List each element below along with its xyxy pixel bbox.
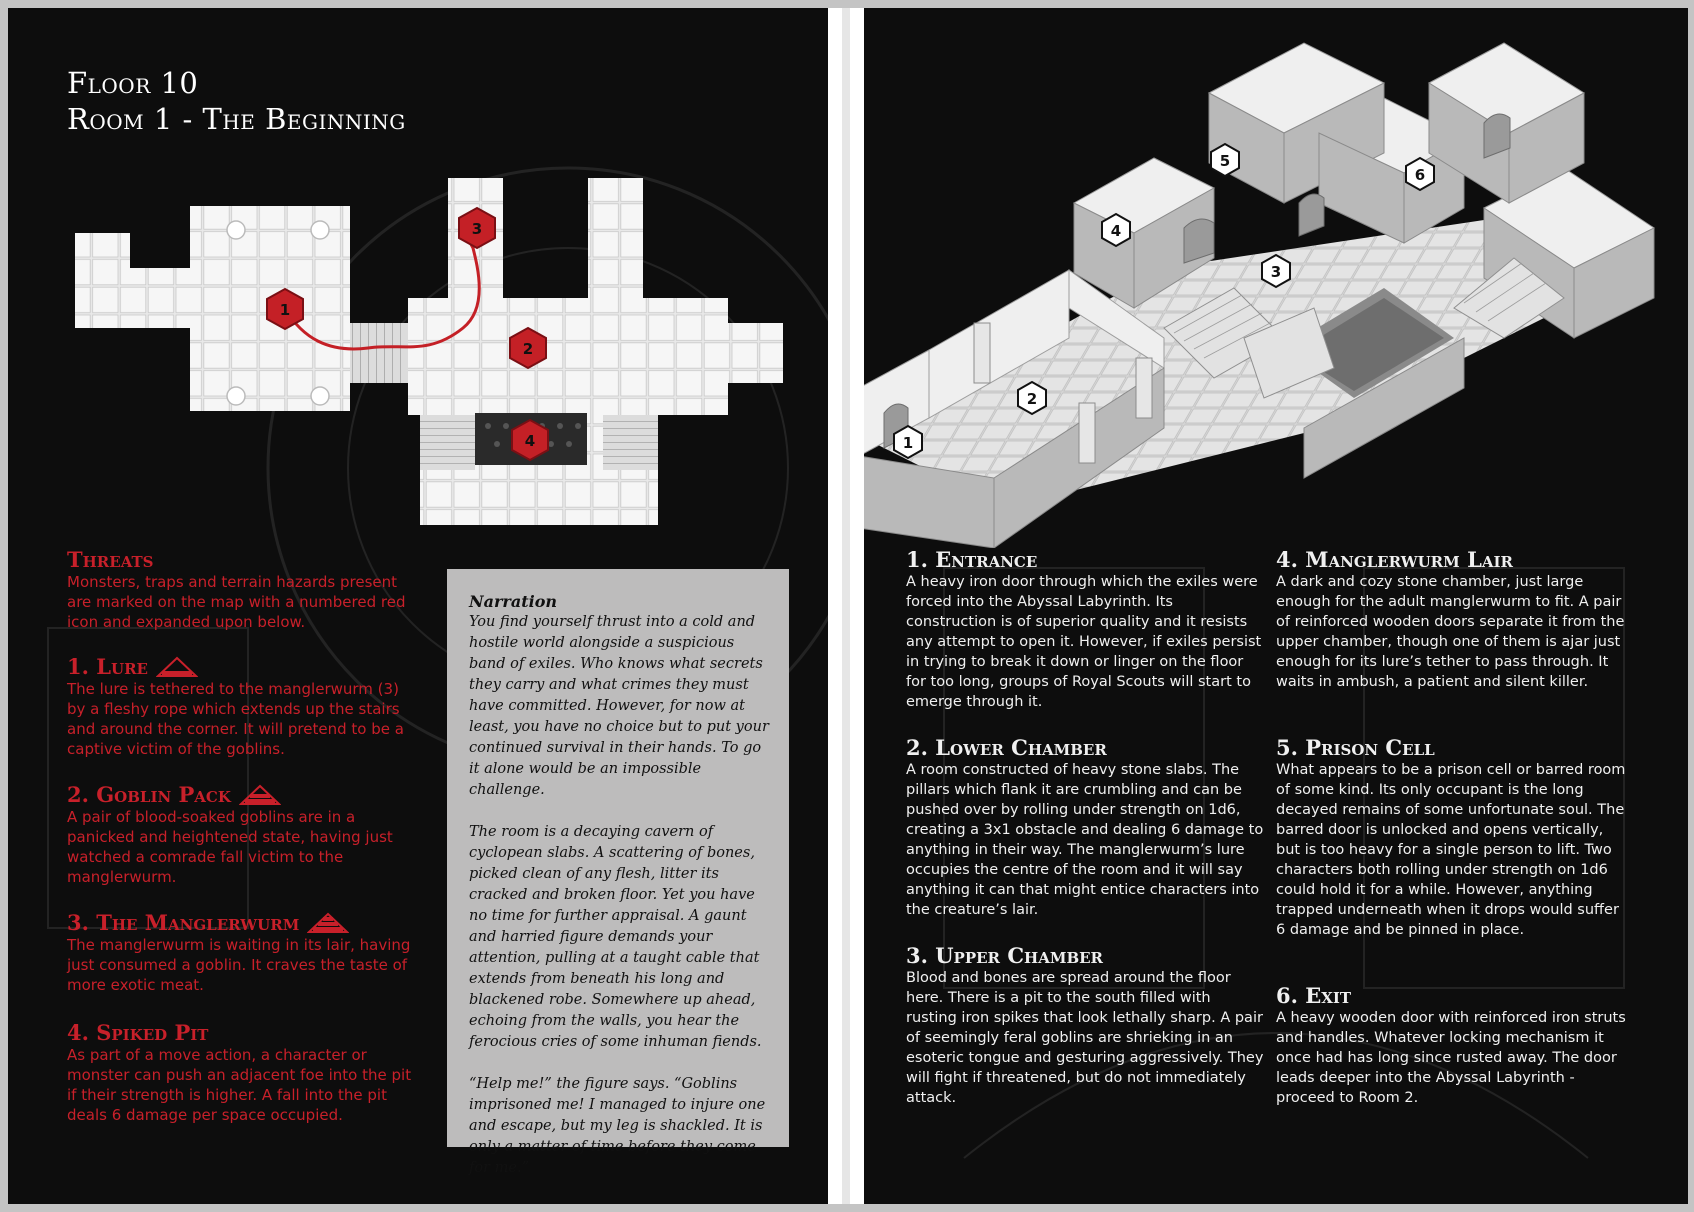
iso-marker-6 (1406, 158, 1434, 190)
room-entry-entrance (906, 548, 1266, 712)
threat-level-3-icon (307, 912, 349, 934)
threat-text: The lure is tethered to the manglerwurm (3) by a fleshy rope which extends up the stairs and around the corner. It will pretend to be a captive victim of the goblins. (67, 680, 404, 758)
threat-title: 3. The Manglerwurm (67, 910, 300, 935)
pillar (1079, 403, 1095, 463)
iso-marker-3 (1262, 255, 1290, 287)
threat-text: A pair of blood-soaked goblins are in a panicked and heightened state, having just watched a comrade fall victim to the manglerwurm. (67, 808, 393, 886)
room-title: 3. Upper Chamber (906, 943, 1104, 968)
room-entry-manglerwurm-lair (1276, 548, 1631, 692)
threat-entry-goblin-pack (67, 783, 422, 887)
room-text: Blood and bones are spread around the floor here. There is a pit to the south filled with rusting iron spikes that look lethally sharp. A pair of seemingly feral goblins are shrieking in an esoteric tongue and gesturing aggressively. They will fight if threatened, but do not immediately attack. (906, 970, 1264, 1106)
svg-text:1: 1 (902, 434, 914, 452)
threat-text: As part of a move action, a character or monster can push an adjacent foe into the pit if their strength is higher. A fall into the pit deals 6 damage per space occupied. (67, 1046, 412, 1124)
narration-paragraph: You find yourself thrust into a cold and hostile world alongside a suspicious band of exiles. Who knows what secrets they carry and what crimes they must have committed. However, for now at least, you have no choice but to put your continued survival in their hands. To go it alone would be an impossible challenge. (469, 614, 769, 798)
threat-level-1-icon (156, 656, 198, 678)
room-entry-exit (1276, 984, 1631, 1108)
room-title: 1. Entrance (906, 547, 1038, 572)
room-title: 5. Prison Cell (1276, 735, 1435, 760)
threats-heading: Threats (67, 547, 154, 572)
threat-title: 2. Goblin Pack (67, 782, 231, 807)
map-stairs (350, 323, 408, 383)
pillar (974, 323, 990, 383)
floor-title: Floor 10 (67, 66, 199, 100)
threat-text: The manglerwurm is waiting in its lair, having just consumed a goblin. It craves the taste of more exotic meat. (67, 936, 411, 994)
left-page (8, 8, 828, 1204)
svg-text:1: 1 (279, 301, 291, 319)
room-title: Room 1 - The Beginning (67, 102, 406, 136)
room-entry-lower-chamber (906, 736, 1266, 920)
threat-entry-manglerwurm (67, 911, 422, 995)
room-text: What appears to be a prison cell or barred room of some kind. Its only occupant is the long decayed remains of some unfortunate soul. The barred door is unlocked and opens vertically, but is too heavy for a single person to lift. Two characters both rolling under strength on 1d6 could hold it for a while. However, anything trapped underneath when it drops would suffer 6 damage and be pinned in place. (1276, 762, 1626, 938)
room-text: A dark and cozy stone chamber, just large enough for the adult manglerwurm to fit. A pair of reinforced wooden doors separate it from the upper chamber, though one of them is ajar just enough for its lure’s tether to pass through. It waits in ambush, a patient and silent killer. (1276, 574, 1625, 690)
iso-marker-1 (894, 426, 922, 458)
page-gutter-line (842, 8, 850, 1204)
map-marker-1 (267, 289, 303, 329)
map-marker-3 (459, 208, 495, 248)
room-text: A heavy wooden door with reinforced iron struts and handles. Whatever locking mechanism it once had has long since rusted away. The door leads deeper into the Abyssal Labyrinth - proceed to Room 2. (1276, 1010, 1626, 1106)
threat-title: 4. Spiked Pit (67, 1020, 209, 1045)
dungeon-map (8, 8, 828, 548)
threat-entry-lure (67, 655, 422, 759)
svg-text:2: 2 (1026, 390, 1038, 408)
map-marker-4 (512, 420, 548, 460)
room-text: A heavy iron door through which the exiles were forced into the Abyssal Labyrinth. Its construction is of superior quality and it resists any attempt to open it. However, if exiles persist in trying to break it down or linger on the floor for too long, groups of Royal Scouts will start to emerge through it. (906, 574, 1262, 710)
svg-text:6: 6 (1414, 166, 1426, 184)
narration-heading: Narration (469, 592, 557, 611)
room-title: 2. Lower Chamber (906, 735, 1107, 760)
iso-marker-2 (1018, 382, 1046, 414)
threats-section (67, 548, 422, 632)
iso-marker-5 (1211, 144, 1239, 176)
svg-text:2: 2 (522, 340, 534, 358)
room-title: 6. Exit (1276, 983, 1352, 1008)
room-entry-prison-cell (1276, 736, 1631, 940)
svg-text:5: 5 (1219, 152, 1231, 170)
svg-text:3: 3 (471, 220, 483, 238)
threat-level-2-icon (239, 784, 281, 806)
narration-box (447, 569, 789, 1176)
room-title: 4. Manglerwurm Lair (1276, 547, 1513, 572)
svg-text:4: 4 (524, 432, 536, 450)
pillar (1136, 358, 1152, 418)
svg-text:4: 4 (1110, 222, 1122, 240)
threat-title: 1. Lure (67, 654, 148, 679)
iso-marker-4 (1102, 214, 1130, 246)
svg-text:3: 3 (1270, 263, 1282, 281)
threats-intro: Monsters, traps and terrain hazards present are marked on the map with a numbered red icon and expanded upon below. (67, 573, 406, 631)
map-marker-2 (510, 328, 546, 368)
threat-entry-spiked-pit (67, 1021, 422, 1125)
isometric-dungeon-map (864, 8, 1688, 548)
narration-paragraph: “Help me!” the figure says. “Goblins imprisoned me! I managed to injure one and escape, but my leg is shackled. It is only a matter of time before they come for me.” (469, 1076, 766, 1176)
room-text: A room constructed of heavy stone slabs. The pillars which flank it are crumbling and can be pushed over by rolling under strength on 1d6, creating a 3x1 obstacle and dealing 6 damage to anything in their way. The manglerwurm’s lure occupies the centre of the room and it will say anything it can that might entice characters into the creature’s lair. (906, 762, 1264, 918)
room-entry-upper-chamber (906, 944, 1266, 1108)
narration-paragraph: The room is a decaying cavern of cyclopean slabs. A scattering of bones, picked clean of any flesh, litter its cracked and broken floor. Yet you have no time for further appraisal. A gaunt and harried figure demands your attention, pulling at a taught cable that extends from beneath his long and blackened robe. Somewhere up ahead, echoing from the walls, you hear the ferocious cries of some inhuman fiends. (469, 824, 762, 1050)
right-page (864, 8, 1688, 1204)
